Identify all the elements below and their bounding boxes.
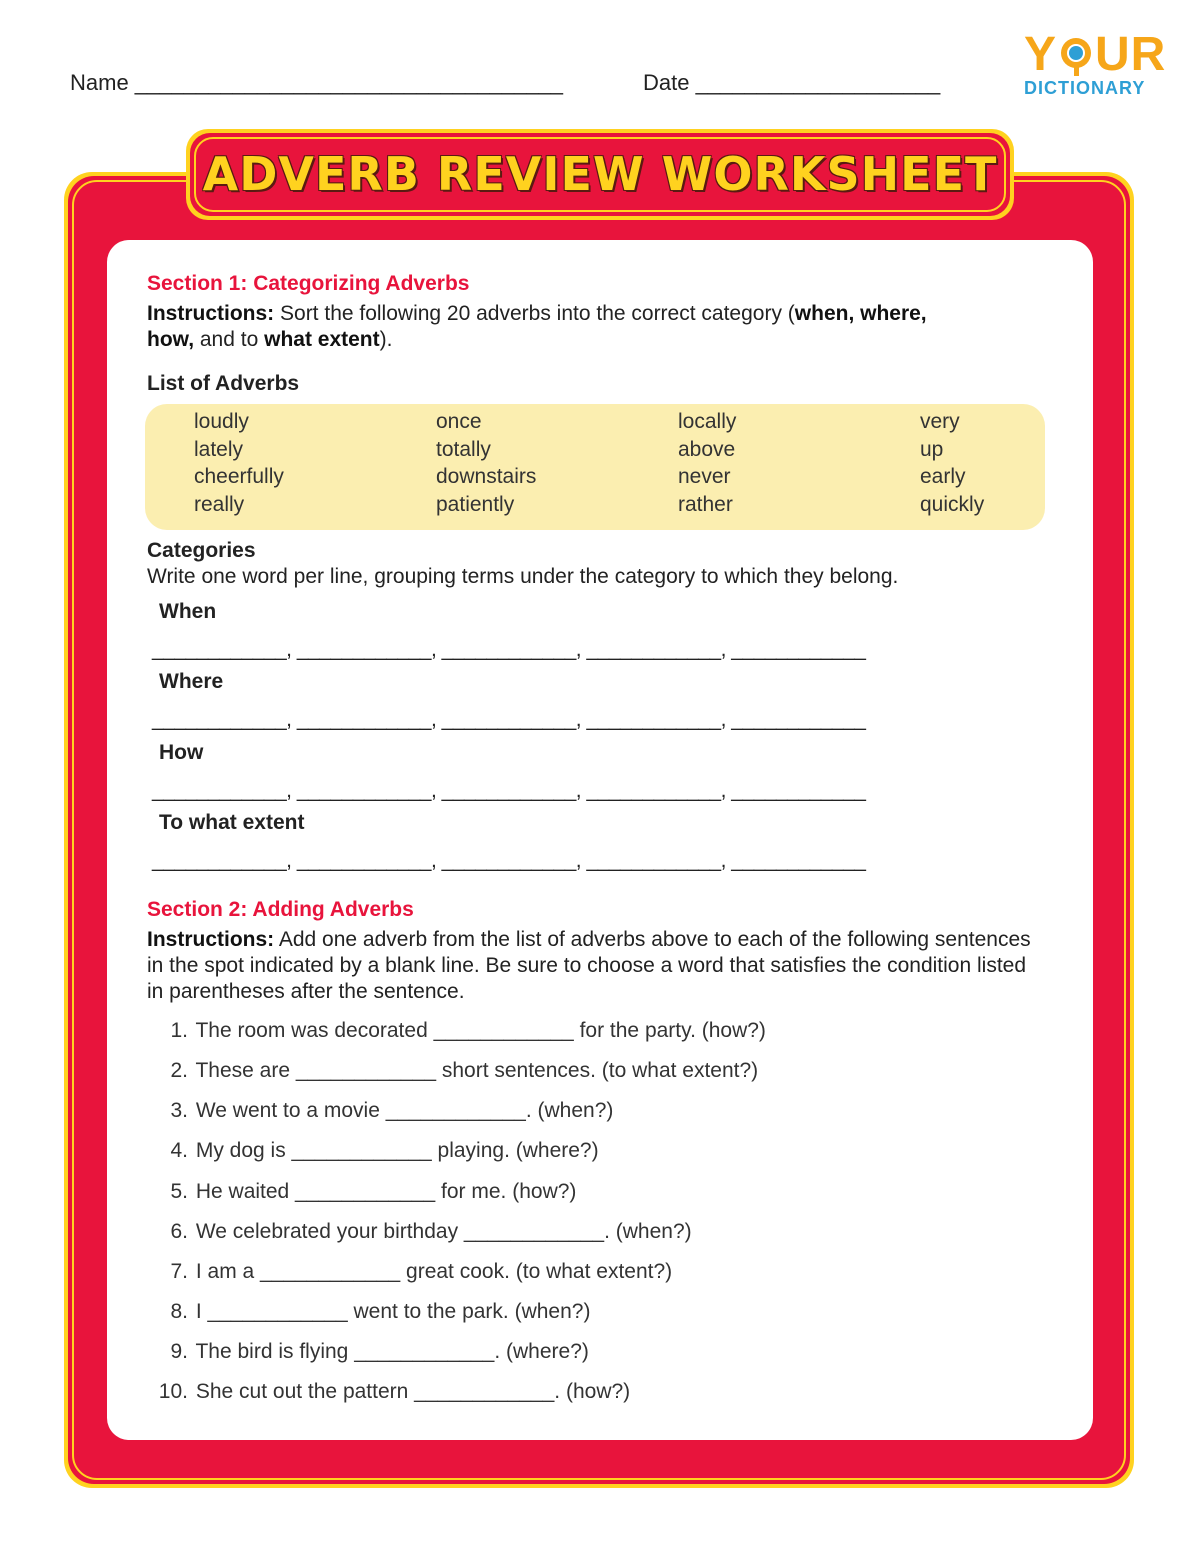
adverb-item: cheerfully (194, 465, 284, 488)
magnifier-icon (1057, 34, 1095, 72)
logo-letter-y: Y (1024, 28, 1058, 81)
adverb-item: locally (678, 410, 737, 433)
adverb-item: patiently (436, 492, 515, 516)
section1-instructions (147, 301, 1037, 353)
sentence-text: My dog is ____________ playing. (where?) (195, 1139, 599, 1162)
sentence-number: 4. (170, 1139, 188, 1162)
adverb-column (194, 408, 284, 518)
sentence-number: 1. (170, 1019, 188, 1042)
sentence-number: 3. (170, 1099, 188, 1122)
date-field-line[interactable]: Date ____________________ (643, 70, 941, 95)
sentence-text: We went to a movie ____________. (when?) (195, 1099, 614, 1122)
name-field-line[interactable]: Name ___________________________________ (70, 70, 564, 95)
logo-wordmark: DICTIONARY (1024, 78, 1146, 98)
sentence-text: We celebrated your birthday ____________. (when?) (195, 1220, 692, 1243)
category-label-where: Where (159, 670, 224, 693)
adverb-item: very (920, 410, 960, 433)
sentence-item[interactable] (148, 1340, 589, 1364)
sentence-number: 9. (170, 1340, 188, 1363)
title-banner (185, 128, 1015, 221)
logo-letters-ur: UR (1095, 28, 1167, 81)
instr-bold: when, where, (794, 302, 927, 325)
sentence-number: 10. (158, 1380, 188, 1403)
sentence-item[interactable] (148, 1220, 692, 1244)
instr-bold: what extent (264, 328, 380, 351)
categories-instructions: Write one word per line, grouping terms under the category to which they belong. (147, 565, 899, 588)
sentence-item[interactable] (148, 1380, 630, 1404)
sentence-text: I am a ____________ great cook. (to what extent?) (195, 1260, 673, 1283)
sentence-text: The room was decorated ____________ for the party. (how?) (195, 1019, 766, 1042)
worksheet-title: ADVERB REVIEW WORKSHEET (202, 147, 998, 201)
sentence-number: 5. (170, 1180, 188, 1203)
adverb-item: lately (194, 437, 244, 461)
section1-title: Section 1: Categorizing Adverbs (147, 272, 470, 295)
sentence-text: These are ____________ short sentences. (to what extent?) (195, 1059, 759, 1082)
section2-instructions (147, 927, 1037, 1005)
category-blanks-when[interactable]: ____________, ____________, ____________, ____________, ____________ (152, 638, 866, 661)
sentence-item[interactable] (148, 1139, 599, 1163)
sentence-text: He waited ____________ for me. (how?) (195, 1180, 577, 1203)
category-label-extent: To what extent (159, 811, 305, 834)
instr-text: Sort the following 20 adverbs into the correct category ( (274, 302, 795, 325)
instr-label: Instructions: (147, 302, 275, 325)
adverb-item: totally (436, 437, 491, 461)
sentence-item[interactable] (148, 1019, 766, 1043)
category-blanks-how[interactable]: ____________, ____________, ____________, ____________, ____________ (152, 779, 866, 802)
sentence-number: 7. (170, 1260, 188, 1283)
adverb-column (678, 408, 736, 518)
adverb-item: up (920, 437, 944, 461)
adverb-column (436, 408, 536, 518)
sentence-number: 2. (170, 1059, 188, 1082)
yourdictionary-logo (1024, 30, 1174, 99)
adverb-item: above (678, 437, 736, 461)
category-blanks-extent[interactable]: ____________, ____________, ____________, ____________, ____________ (152, 849, 866, 872)
adverb-item: loudly (194, 410, 249, 433)
sentence-text: She cut out the pattern ____________. (how?) (195, 1380, 631, 1403)
adverb-item: really (194, 492, 245, 516)
sentence-number: 8. (170, 1300, 188, 1323)
adverb-item: quickly (920, 492, 985, 516)
adverb-column (920, 408, 984, 518)
adverb-item: rather (678, 492, 733, 516)
instr-bold: how, (147, 328, 195, 351)
adverb-item: early (920, 465, 966, 488)
instr-text: and to (194, 328, 265, 351)
category-label-when: When (159, 600, 217, 623)
sentence-item[interactable] (148, 1300, 590, 1324)
categories-heading: Categories (147, 539, 256, 562)
sentence-item[interactable] (148, 1099, 613, 1123)
sentence-item[interactable] (148, 1180, 576, 1204)
adverb-item: downstairs (436, 465, 537, 488)
sentence-item[interactable] (148, 1260, 672, 1284)
adverb-list-heading: List of Adverbs (147, 372, 300, 395)
section2-title: Section 2: Adding Adverbs (147, 898, 414, 921)
adverb-item: never (678, 465, 731, 488)
instr-label: Instructions: (147, 928, 275, 951)
sentence-text: The bird is flying ____________. (where?) (195, 1340, 589, 1363)
instr-text: Add one adverb from the list of adverbs above to each of the following sentences in the spot indicated by a blank line. Be sure to choose a word that satisfies the condition listed in parentheses after the sentence. (147, 928, 1031, 1003)
sentence-text: I ____________ went to the park. (when?) (195, 1300, 591, 1323)
category-blanks-where[interactable]: ____________, ____________, ____________, ____________, ____________ (152, 708, 866, 731)
category-label-how: How (159, 741, 204, 764)
sentence-item[interactable] (148, 1059, 758, 1083)
instr-text: ). (379, 328, 393, 351)
adverb-item: once (436, 410, 482, 433)
sentence-number: 6. (170, 1220, 188, 1243)
